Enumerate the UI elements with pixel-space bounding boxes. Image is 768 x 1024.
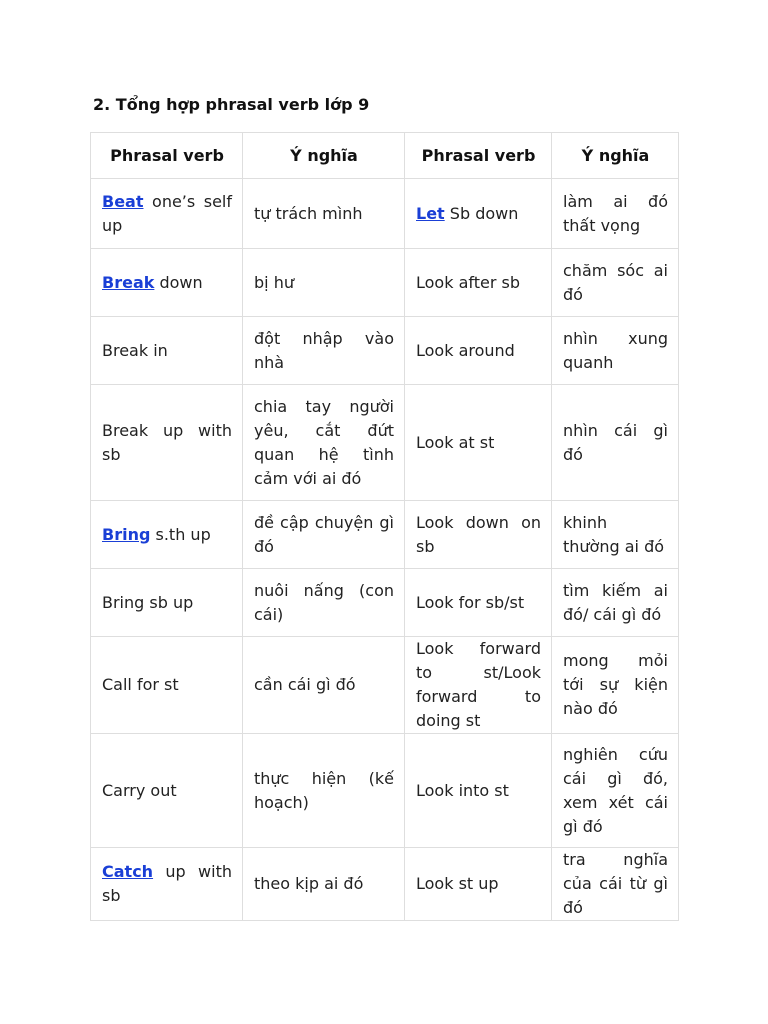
table-body (91, 179, 679, 921)
verb-text: Look forward to st/Look forward to doing st (416, 639, 541, 730)
table-row (91, 734, 679, 848)
phrasal-verb-cell (405, 569, 552, 637)
meaning-cell: nghiên cứu cái gì đó, xem xét cái gì đó (552, 734, 679, 848)
phrasal-verb-cell (91, 848, 243, 921)
verb-text: Carry out (102, 780, 177, 800)
verb-link[interactable]: Catch (102, 862, 154, 881)
verb-link[interactable]: Beat (102, 191, 144, 211)
phrasal-verb-cell (405, 637, 552, 734)
verb-text: one’s self up (102, 191, 232, 235)
verb-text: down (154, 272, 203, 292)
verb-text: Sb down (444, 203, 519, 223)
verb-text: Look after sb (416, 272, 520, 292)
verb-text: Look for sb/st (416, 592, 525, 612)
phrasal-verb-cell (91, 249, 243, 317)
meaning-cell: theo kịp ai đó (243, 848, 405, 921)
phrasal-verb-cell (405, 734, 552, 848)
verb-text: Break up with sb (102, 420, 232, 464)
phrasal-verb-cell (91, 637, 243, 734)
table-row (91, 848, 679, 921)
meaning-cell: cần cái gì đó (243, 637, 405, 734)
verb-text: Break in (102, 340, 168, 360)
table-row (91, 385, 679, 501)
table-header-row (91, 133, 679, 179)
phrasal-verb-cell (91, 385, 243, 501)
meaning-cell: tra nghĩa của cái từ gì đó (552, 848, 679, 921)
verb-text: Look down on sb (416, 512, 541, 556)
verb-link[interactable]: Let (416, 203, 445, 223)
meaning-cell: nhìn cái gì đó (552, 385, 679, 501)
meaning-cell: nuôi nấng (con cái) (243, 569, 405, 637)
meaning-cell: nhìn xung quanh (552, 317, 679, 385)
phrasal-verb-table (90, 132, 679, 921)
verb-text: Call for st (102, 675, 179, 694)
meaning-cell: đề cập chuyện gì đó (243, 501, 405, 569)
table-row (91, 179, 679, 249)
verb-text: Look into st (416, 780, 509, 800)
verb-text: s.th up (150, 524, 211, 544)
header-meaning-2: Ý nghĩa (552, 133, 679, 179)
phrasal-verb-cell (91, 501, 243, 569)
verb-text: Look around (416, 340, 515, 360)
meaning-cell: khinh thường ai đó (552, 501, 679, 569)
meaning-cell: chia tay người yêu, cắt đứt quan hệ tình cảm với ai đó (243, 385, 405, 501)
verb-text: up with sb (102, 862, 232, 905)
phrasal-verb-cell (405, 385, 552, 501)
meaning-cell: mong mỏi tới sự kiện nào đó (552, 637, 679, 734)
table-row (91, 569, 679, 637)
meaning-cell: thực hiện (kế hoạch) (243, 734, 405, 848)
phrasal-verb-cell (405, 848, 552, 921)
table-row (91, 637, 679, 734)
meaning-cell: tìm kiếm ai đó/ cái gì đó (552, 569, 679, 637)
table-row (91, 317, 679, 385)
meaning-cell: chăm sóc ai đó (552, 249, 679, 317)
table-row (91, 501, 679, 569)
verb-link[interactable]: Break (102, 272, 155, 292)
header-phrasal-verb-1: Phrasal verb (91, 133, 243, 179)
meaning-cell: đột nhập vào nhà (243, 317, 405, 385)
meaning-cell: tự trách mình (243, 179, 405, 249)
verb-link[interactable]: Bring (102, 524, 151, 544)
section-title: 2. Tổng hợp phrasal verb lớp 9 (93, 95, 370, 114)
phrasal-verb-cell (91, 179, 243, 249)
meaning-cell: làm ai đó thất vọng (552, 179, 679, 249)
phrasal-verb-cell (405, 179, 552, 249)
phrasal-verb-cell (405, 249, 552, 317)
header-meaning-1: Ý nghĩa (243, 133, 405, 179)
phrasal-verb-cell (405, 317, 552, 385)
header-phrasal-verb-2: Phrasal verb (405, 133, 552, 179)
phrasal-verb-cell (405, 501, 552, 569)
verb-text: Look st up (416, 874, 499, 893)
phrasal-verb-cell (91, 317, 243, 385)
table-row (91, 249, 679, 317)
verb-text: Look at st (416, 432, 495, 452)
phrasal-verb-cell (91, 569, 243, 637)
phrasal-verb-cell (91, 734, 243, 848)
verb-text: Bring sb up (102, 592, 194, 612)
meaning-cell: bị hư (243, 249, 405, 317)
